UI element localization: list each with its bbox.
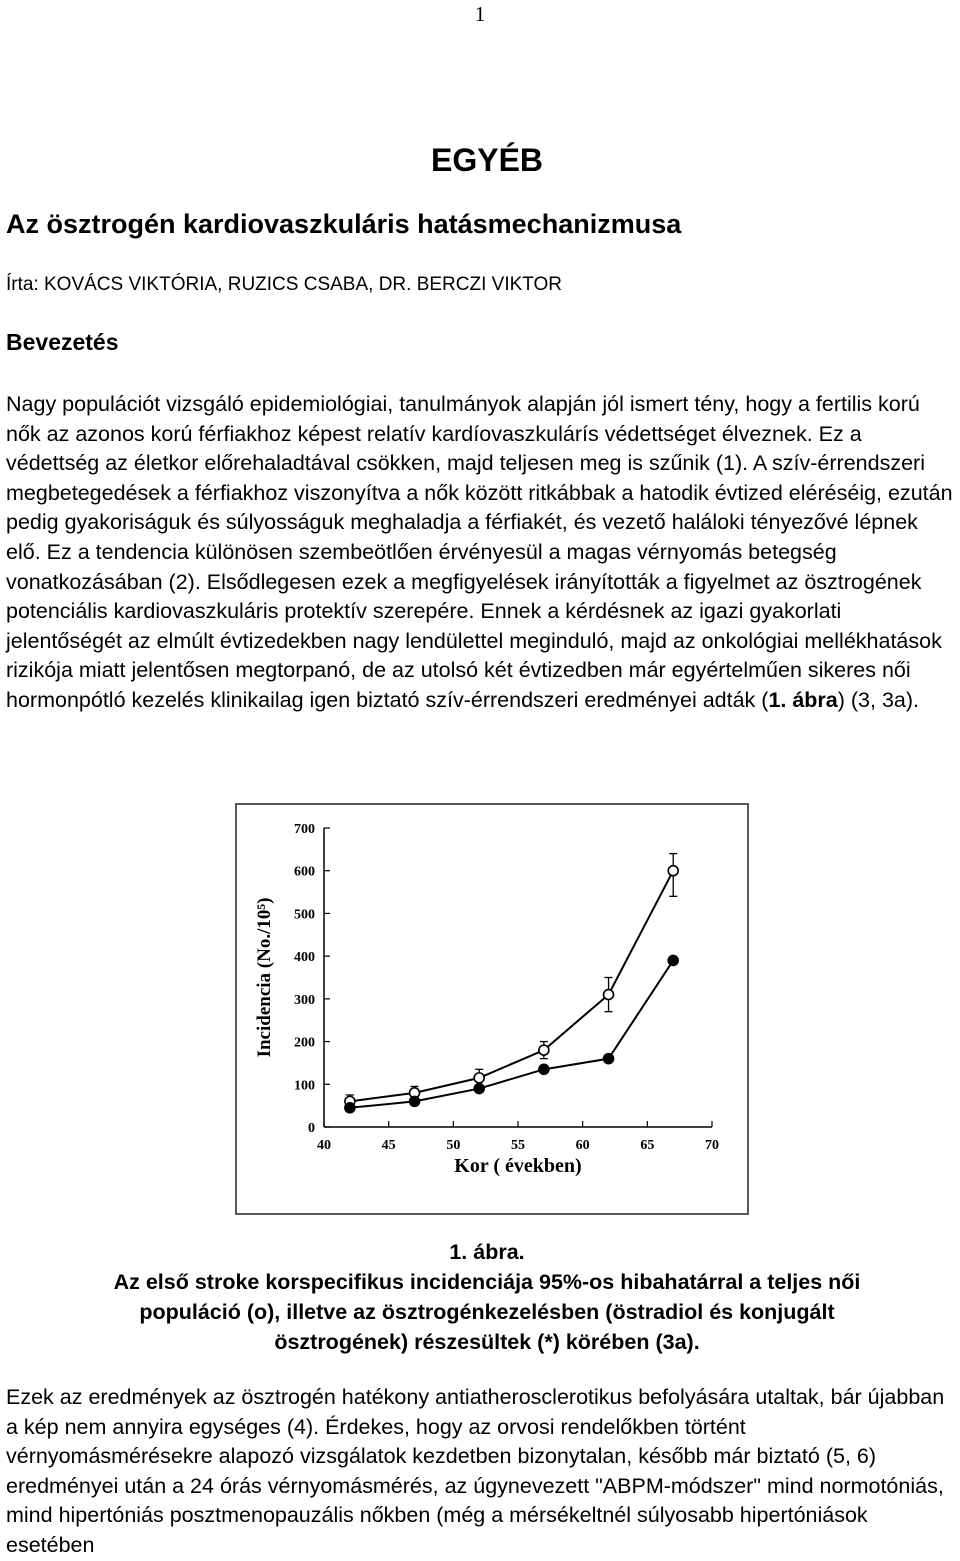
y-axis-label: Incidencia (No./10⁵) <box>254 897 275 1058</box>
figure-caption <box>0 1237 960 1357</box>
y-tick-label: 500 <box>294 907 315 923</box>
x-tick-label: 70 <box>705 1138 719 1153</box>
data-point-filled <box>474 1084 484 1094</box>
incidence-chart-svg <box>228 800 756 1220</box>
data-point-filled <box>668 955 678 965</box>
paragraph-intro-text: Nagy populációt vizsgáló epidemiológiai, tanulmányok alapján jól ismert tény, hogy a fertilis korú nők az azonos korú férfiakhoz képest relatív kardíovaszkulárís védettséget élveznek. Ez a védettség az életkor előrehaladtával csökken, majd teljesen meg is szűnik (1). A szív-érrendszeri megbetegedések a férfiakhoz viszonyítva a nők között ritkábbak a hatodik évtized eléréséig, ezután pedig gyakoriságuk és súlyosságuk meghaladja a férfiakét, és vezető haláloki tényezővé lépnek elő. Ez a tendencia különösen szembeötlően érvényesül a magas vérnyomás betegség vonatkozásában (2). Elsődlegesen ezek a megfigyelések irányították a figyelmet az ösztrogének potenciális kardiovaszkuláris protektív szerepére. Ennek a kérdésnek az igazi gyakorlati jelentőségét az elmúlt évtizedekben nagy lendülettel meginduló, majd az onkológiai mellékhatások rizikója miatt jelentősen megtorpanó, de az utolsó két évtizedben már egyértelműen sikeres női hormonpótló kezelés klinikailag igen biztató szív-érrendszeri eredményei adták ( <box>6 392 953 712</box>
data-point-filled <box>345 1103 355 1113</box>
y-tick-label: 0 <box>308 1121 315 1136</box>
y-tick-label: 300 <box>294 992 315 1008</box>
series-line-2 <box>350 960 673 1107</box>
article-title: Az ösztrogén kardiovaszkuláris hatásmechanizmusa <box>6 209 682 239</box>
paragraph-results: Ezek az eredmények az ösztrogén hatékony antiatherosclerotikus befolyására utaltak, bár újabban a kép nem annyira egységes (4). Érdekes, hogy az orvosi rendelőkben történt vérnyomásmérésekre alapozó vizsgálatok kezdetben bizonytalan, később már biztató (5, 6) eredményei után a 24 órás vérnyomásmérés, az úgynevezett "ABPM-módszer" mind normotóniás, mind hipertóniás posztmenopauzális nőkben (még a mérsékeltnél súlyosabb hipertóniások esetében <box>6 1385 945 1557</box>
intro-heading: Bevezetés <box>6 329 119 355</box>
series-line-1 <box>350 871 673 1102</box>
x-tick-label: 40 <box>317 1138 331 1153</box>
caption-line-3: ösztrogének) részesültek (*) körében (3a). <box>274 1330 700 1354</box>
x-tick-label: 50 <box>446 1138 461 1153</box>
data-point-filled <box>410 1096 420 1106</box>
x-tick-label: 65 <box>640 1138 655 1153</box>
figure-reference[interactable]: 1. ábra <box>768 687 838 712</box>
figure-label: 1. ábra. <box>449 1240 525 1264</box>
data-point-open <box>668 866 678 876</box>
x-axis-label: Kor ( években) <box>454 1155 582 1177</box>
authors-line: Írta: KOVÁCS VIKTÓRIA, RUZICS CSABA, DR. BERCZI VIKTOR <box>6 274 563 295</box>
data-point-open <box>604 990 614 1000</box>
y-tick-label: 100 <box>294 1078 315 1094</box>
y-tick-label: 700 <box>294 822 315 837</box>
caption-line-1: Az első stroke korspecifikus incidenciája 95%-os hibahatárral a teljes női <box>113 1270 861 1294</box>
data-point-open <box>539 1045 549 1055</box>
page-number: 1 <box>474 2 486 26</box>
data-point-open <box>474 1073 484 1083</box>
x-tick-label: 60 <box>575 1138 590 1153</box>
y-tick-label: 400 <box>294 950 315 966</box>
paragraph-intro <box>6 390 958 716</box>
x-tick-label: 45 <box>381 1138 396 1153</box>
y-tick-label: 200 <box>294 1035 315 1051</box>
section-title: EGYÉB <box>430 142 544 178</box>
paragraph-intro-tail: ) (3, 3a). <box>837 687 920 712</box>
x-tick-label: 55 <box>511 1138 525 1153</box>
data-point-filled <box>604 1054 614 1064</box>
incidence-chart <box>228 800 756 1220</box>
caption-line-2: populáció (o), illetve az ösztrogénkezelésben (östradiol és konjugált <box>139 1300 835 1324</box>
y-tick-label: 600 <box>294 864 315 880</box>
data-point-filled <box>539 1064 549 1074</box>
